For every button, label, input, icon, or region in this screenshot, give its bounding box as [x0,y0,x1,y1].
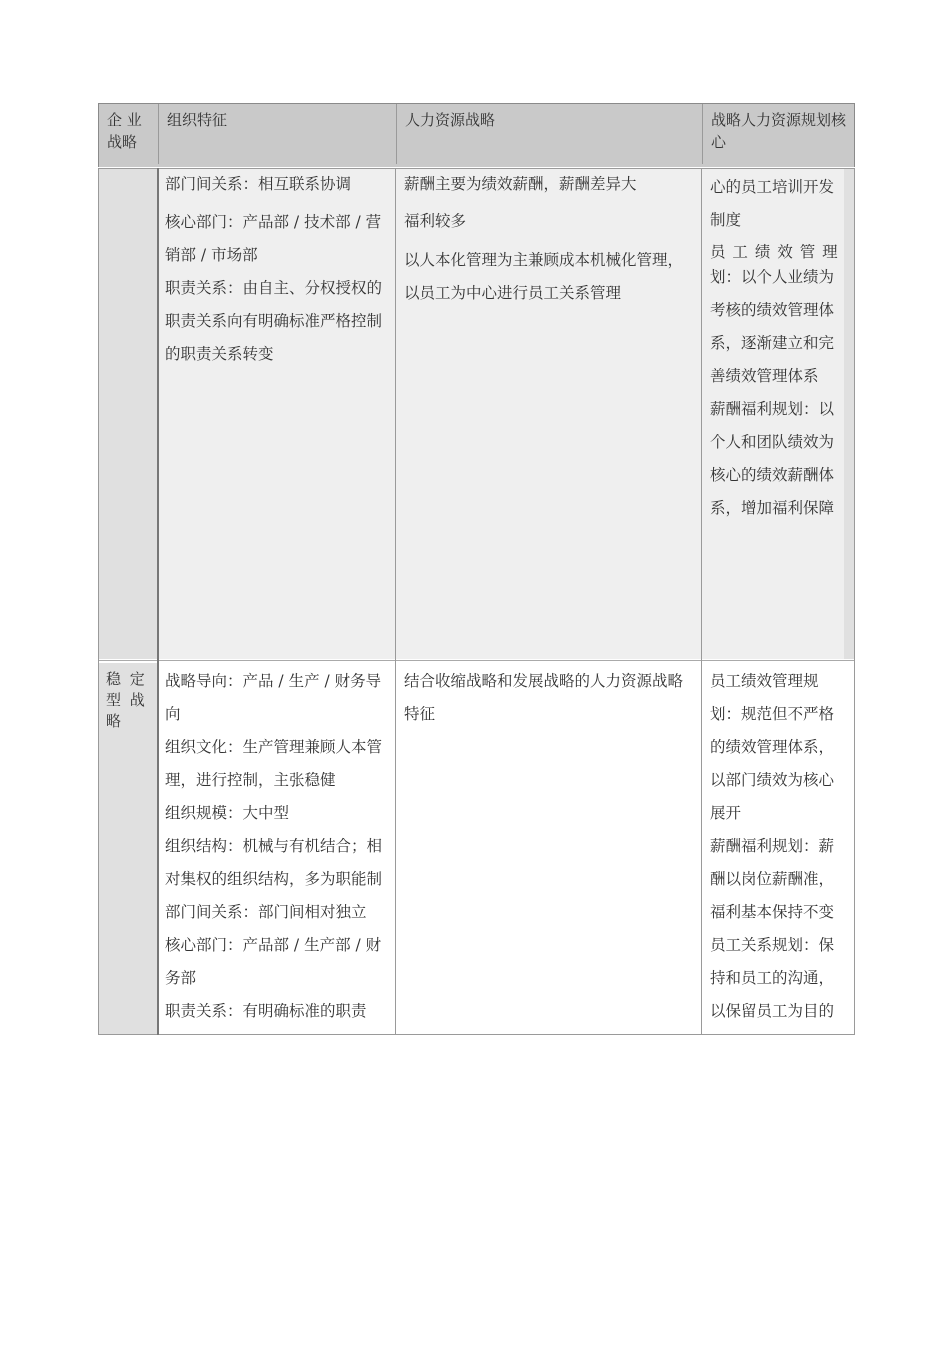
header-hr-planning: 战略人力资源规划核心 [711,111,847,151]
list-item: 薪酬主要为绩效薪酬，薪酬差异大 [404,175,637,193]
list-item: 组织结构：机械与有机结合；相对集权的组织结构，多为职能制 [165,837,383,888]
list-item: 部门间关系：部门间相对独立 [165,903,367,921]
org-features-cell [159,169,395,659]
strategy-cell-empty [98,169,158,659]
strategy-cell: 稳 定 型 战 略 [98,663,158,1035]
table-bottom-border [98,1034,855,1035]
list-item: 福利较多 [404,212,467,230]
list-item: 结合收缩战略和发展战略的人力资源战略特征 [404,672,684,723]
hr-planning-cell [702,169,844,659]
table-right-border [854,168,855,1035]
list-item: 组织文化：生产管理兼顾人本管理，进行控制，主张稳健 [165,738,383,789]
table-row [98,663,855,1035]
hr-planning-cell [702,663,854,1035]
table-row [98,169,855,659]
list-item: 职责关系：由自主、分权授权的职责关系向有明确标准严格控制的职责关系转变 [165,279,383,363]
list-item: 心的员工培训开发制度 [710,178,835,229]
row-divider [98,168,855,169]
list-item: 核心部门：产品部 / 生产部 / 财务部 [165,936,382,987]
list-item: 员工关系规划：保持和员工的沟通，以保留员工为目的 [710,936,835,1020]
header-strategy: 企 业 战略 [107,111,142,151]
hr-strategy-cell [396,169,701,659]
org-features-cell [159,663,395,1035]
header-hr-strategy: 人力资源战略 [405,111,496,129]
column-divider [701,168,702,1035]
list-item: 职责关系：有明确标准的职责 [165,1002,367,1020]
list-item: 员工绩效管理规划：规范但不严格的绩效管理体系，以部门绩效为核心展开 [710,672,835,822]
hr-strategy-cell [396,663,701,1035]
strategy-table [98,103,855,1035]
table-header [98,103,855,167]
column-divider [395,168,396,1035]
list-item: 薪酬福利规划：以个人和团队绩效为核心的绩效薪酬体系，增加福利保障 [710,400,835,517]
header-org-features: 组织特征 [167,111,228,129]
list-item: 薪酬福利规划：薪酬以岗位薪酬准，福利基本保持不变 [710,837,835,921]
list-item: 以人本化管理为主兼顾成本机械化管理，以员工为中心进行员工关系管理 [404,251,684,302]
list-item: 核心部门：产品部 / 技术部 / 营销部 / 市场部 [165,213,382,264]
list-item: 部门间关系：相互联系协调 [165,175,352,193]
list-item: 划：以个人业绩为考核的绩效管理体系，逐渐建立和完善绩效管理体系 [710,268,835,385]
column-divider [157,168,159,1035]
list-item: 员 工 绩 效 管 理 [710,243,839,261]
list-item: 组织规模：大中型 [165,804,290,822]
table-left-border [98,168,99,1035]
list-item: 战略导向：产品 / 生产 / 财务导向 [165,672,382,723]
row-divider [98,660,855,661]
